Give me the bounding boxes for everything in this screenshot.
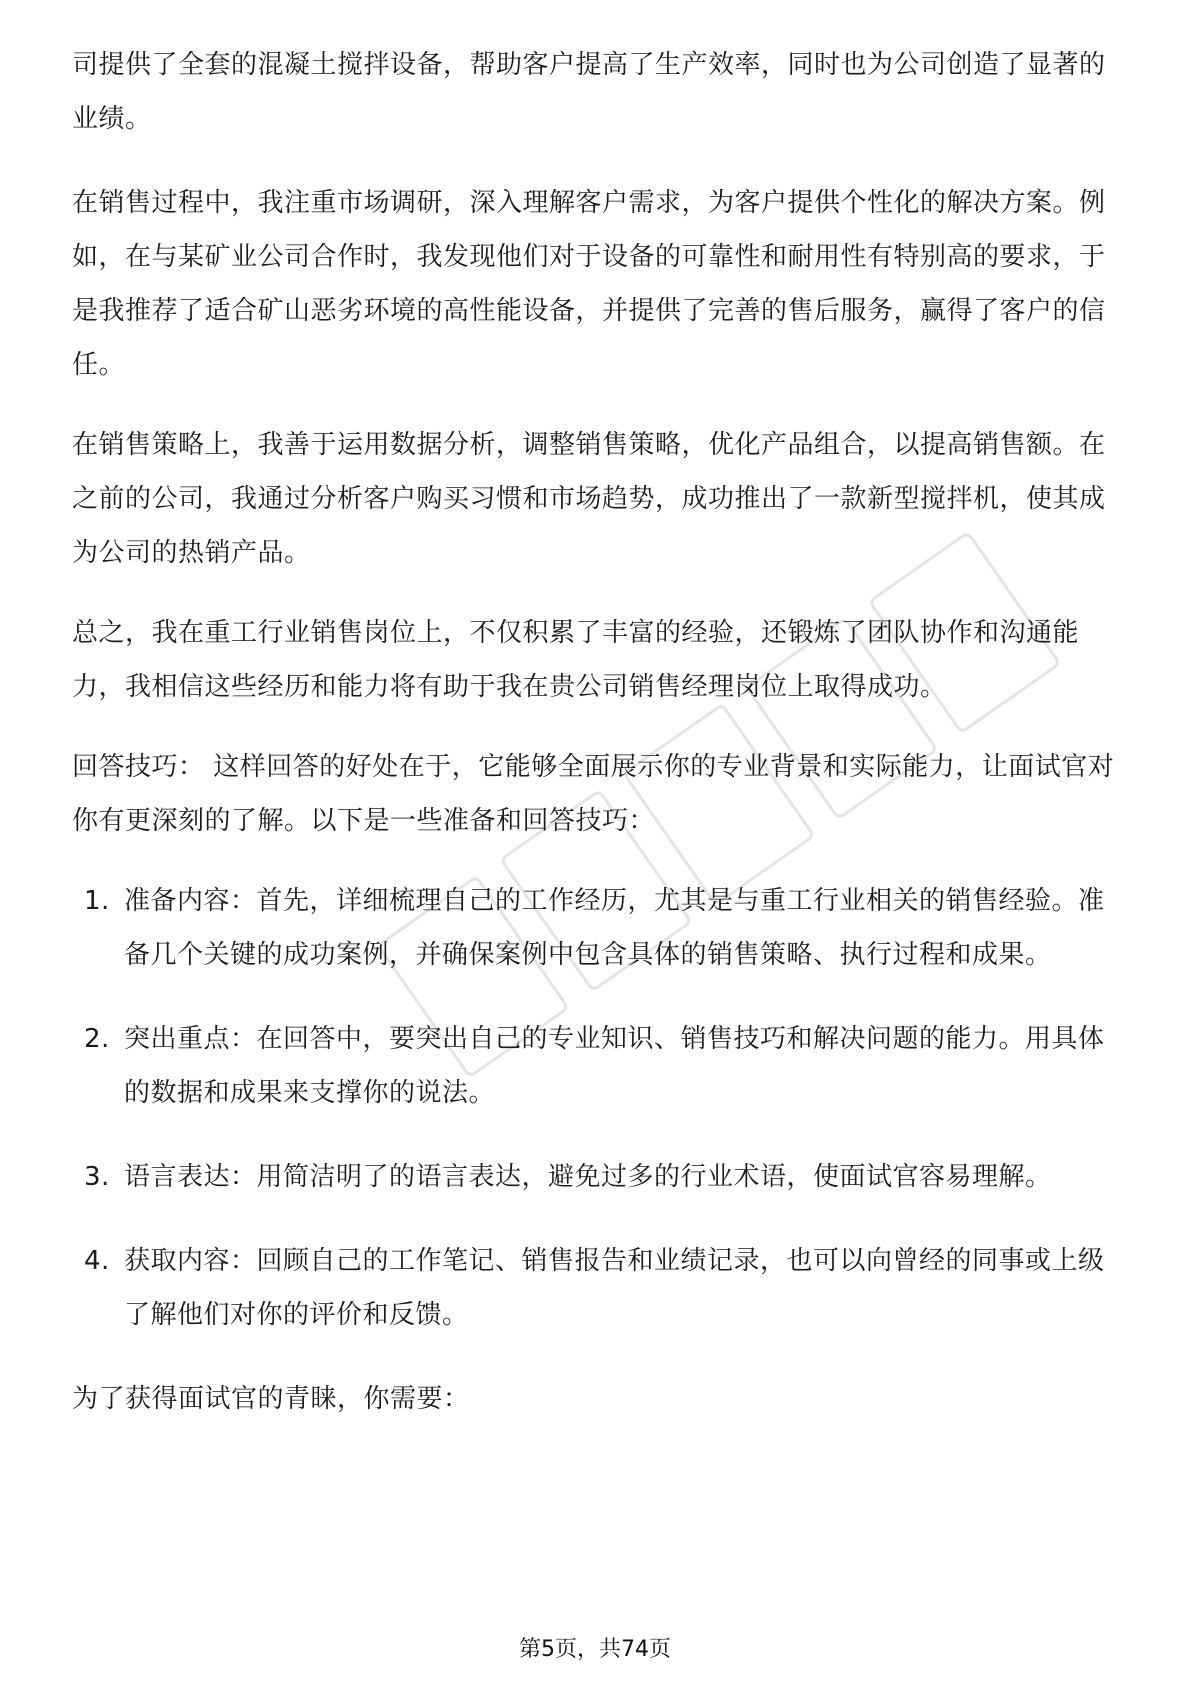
list-item	[72, 1234, 1122, 1342]
list-number: 1.	[84, 886, 110, 916]
list-number: 2.	[84, 1024, 110, 1054]
list-item	[72, 874, 1122, 982]
list-item-text: 准备内容：首先，详细梳理自己的工作经历，尤其是与重工行业相关的销售经验。准备几个关键的成功案例，并确保案例中包含具体的销售策略、执行过程和成果。	[124, 886, 1105, 970]
paragraph: 在销售过程中，我注重市场调研，深入理解客户需求，为客户提供个性化的解决方案。例如，在与某矿业公司合作时，我发现他们对于设备的可靠性和耐用性有特别高的要求，于是我推荐了适合矿山恶劣环境的高性能设备，并提供了完善的售后服务，赢得了客户的信任。	[72, 188, 1106, 380]
list-number: 3.	[84, 1162, 110, 1192]
answer-tips-intro: 回答技巧： 这样回答的好处在于，它能够全面展示你的专业背景和实际能力，让面试官对你有更深刻的了解。以下是一些准备和回答技巧：	[72, 752, 1115, 836]
list-item	[72, 1012, 1122, 1120]
list-item-text: 突出重点：在回答中，要突出自己的专业知识、销售技巧和解决问题的能力。用具体的数据和成果来支撑你的说法。	[124, 1024, 1105, 1108]
list-item-text: 语言表达：用简洁明了的语言表达，避免过多的行业术语，使面试官容易理解。	[124, 1162, 1052, 1192]
paragraph: 总之，我在重工行业销售岗位上，不仅积累了丰富的经验，还锻炼了团队协作和沟通能力，我相信这些经历和能力将有助于我在贵公司销售经理岗位上取得成功。	[72, 618, 1080, 702]
page-number-footer: 第5页，共74页	[519, 1637, 671, 1662]
closing-line: 为了获得面试官的青睐，你需要：	[72, 1384, 470, 1414]
list-item	[72, 1150, 1122, 1204]
list-number: 4.	[84, 1246, 110, 1276]
tips-list	[72, 874, 1122, 1342]
document-body	[72, 38, 1122, 1452]
paragraph: 在销售策略上，我善于运用数据分析，调整销售策略，优化产品组合，以提高销售额。在之前的公司，我通过分析客户购买习惯和市场趋势，成功推出了一款新型搅拌机，使其成为公司的热销产品。	[72, 430, 1106, 568]
paragraph: 司提供了全套的混凝土搅拌设备，帮助客户提高了生产效率，同时也为公司创造了显著的业绩。	[72, 50, 1106, 134]
list-item-text: 获取内容：回顾自己的工作笔记、销售报告和业绩记录，也可以向曾经的同事或上级了解他们对你的评价和反馈。	[124, 1246, 1105, 1330]
